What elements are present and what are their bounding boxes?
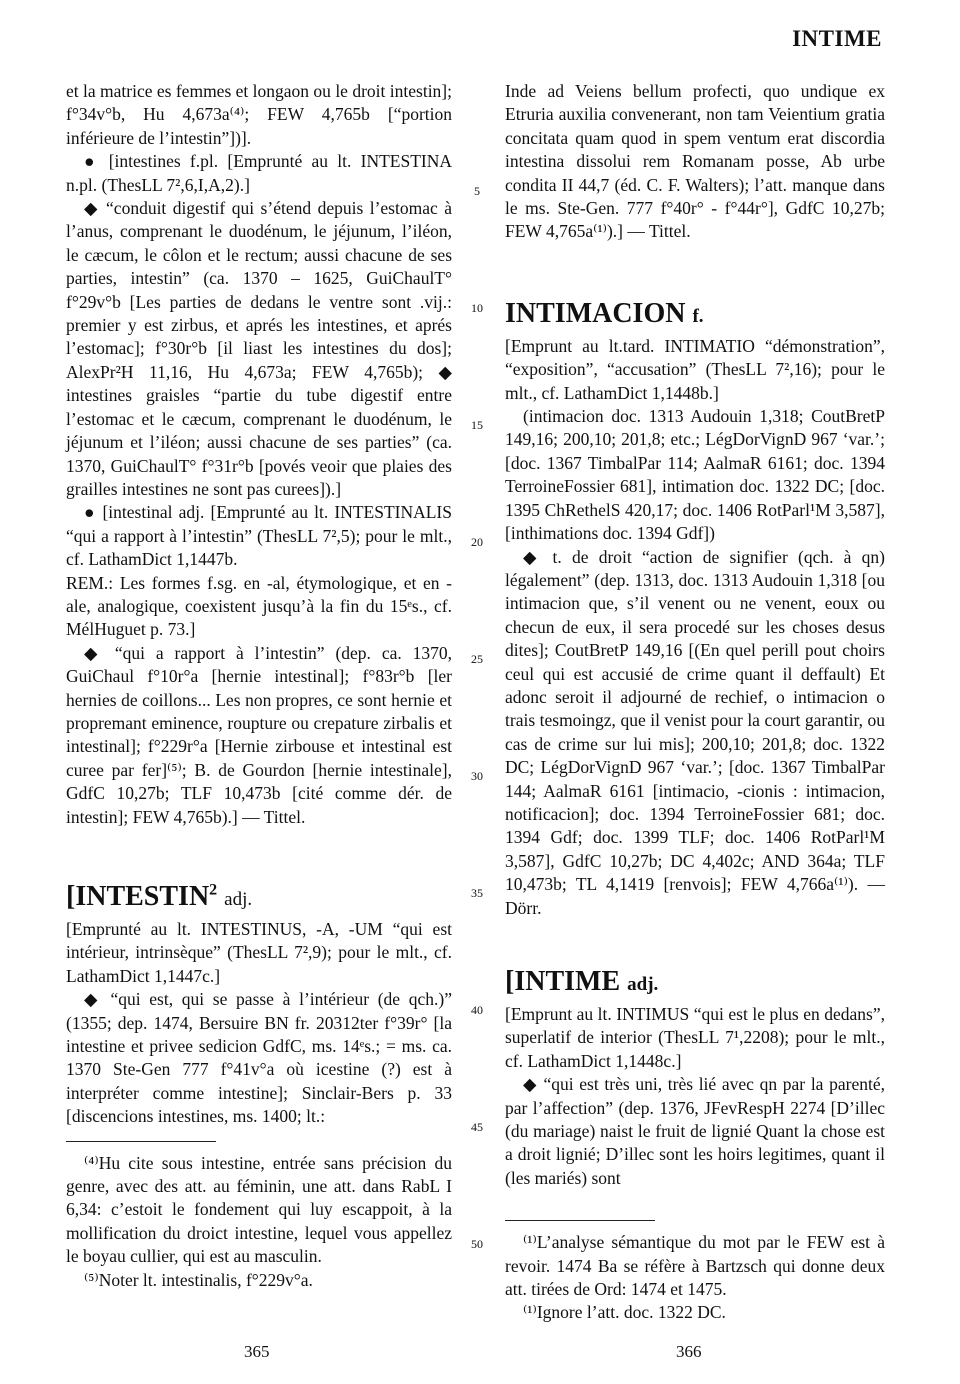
left-column: [66, 80, 452, 1292]
right-paragraph-1: Inde ad Veiens bellum profecti, quo undique ex Etruria auxilia convenerant, non tam Veientium gratia concitata quam quod in spem ventum erat discordia intestina dissolui rem Romanam posse, Ab urbe condita II 44,7 (éd. C. F. Walters); l’att. manque dans le ms. Ste-Gen. 777 f°40r° - f°44r°], GdfC 10,27b; FEW 4,765a⁽¹⁾).] — Tittel.: [505, 81, 885, 242]
heading-word: INTIME: [514, 966, 621, 997]
part-of-speech: adj.: [627, 974, 659, 995]
intestinal-remark: REM.: Les formes f.sg. en -al, étymologique, et en -ale, analogique, coexistent jusqu’à la fin du 15ᵉs., cf. MélHuguet p. 73.]: [66, 572, 452, 640]
left-footnotes: [66, 1152, 452, 1292]
footnote-4: ⁽⁴⁾Hu cite sous intestine, entrée sans précision du genre, avec des att. au féminin, une att. dans RabL I 6,34: c’estoit le fondement qui luy escappoit, à la mollification du droict intestine, lequel vous appellez le boyau cullier, qui est au masculin.: [66, 1152, 452, 1267]
line-number: 40: [471, 1003, 483, 1017]
line-number: 20: [471, 535, 483, 549]
entry-heading-intestin2: [66, 879, 452, 918]
intestinal-sublemma: ● [intestinal adj. [Emprunté au lt. INTESTINALIS “qui a rapport à l’intestin” (ThesLL 7²,5); pour le mlt., cf. LathamDict 1,1447b.: [66, 502, 452, 570]
intestin2-sense: ◆ “qui est, qui se passe à l’intérieur (de qch.)” (1355; dep. 1474, Bersuire BN fr. 20312ter f°39r° [la intestine et privee sedicion GdfC, ms. 14ᵉs.; = ms. ca. 1370 Ste-Gen 777 f°41v°a où icestine (?) est à interpréter comme intestine]; Sinclair-Bers p. 33 [discencions intestines, ms. 1400; lt.:: [66, 989, 452, 1127]
intimacion-sense: ◆ t. de droit “action de signifier (qch. à qn) légalement” (dep. 1313, doc. 1313 Audouin 1,318 [ou intimacion que, s’il venent ou ne venent, eoux ou checun de eux, il sera procedé sur les choses desus dites]; CoutBretP 149,16 [(En quel perill pout choirs ceul qui est accusié de crime quant il deffault) Et adonc seroit il adjourné de rechief, o intimacion o trais tesmoingz, que il venist pour la court garantir, ou cas de crime sur lui mis]; 200,10; 201,8; doc. 1322 DC; LégDorVignD 967 ‘var.’; [doc. 1367 TimbalPar 144; AalmaR 6161 [intimacio, -cionis : intimacion, notificacion]; doc. 1394 TerroineFossier 681; doc. 1394 Gdf; doc. 1399 TLF; doc. 1406 RotParl¹M 3,587], GdfC 10,27b; DC 4,402c; AND 364a; TLF 10,473b; TL 4,1419 [renvois]; FEW 4,766a⁽¹⁾). — Dörr.: [505, 546, 885, 918]
page-number-right: 366: [676, 1342, 702, 1361]
heading-word: INTIMACION: [505, 297, 686, 329]
page-number-left: 365: [244, 1342, 270, 1361]
line-number: 45: [471, 1120, 483, 1134]
footnote-1b: ⁽¹⁾Ignore l’att. doc. 1322 DC.: [523, 1302, 726, 1323]
homonym-number: 2: [209, 881, 218, 899]
intime-etymology: [Emprunt au lt. INTIMUS “qui est le plus en dedans”, superlatif de interior (ThesLL 7¹,2208); pour le mlt., cf. LathamDict 1,1448c.]: [505, 1004, 885, 1071]
footnote-1a: ⁽¹⁾L’analyse sémantique du mot par le FEW est à revoir. 1474 Ba se réfère à Bartzsch qui donne deux att. tirées de Ord: 1474 et 1475.: [505, 1232, 885, 1300]
heading-bracket: [: [66, 881, 76, 912]
line-number: 10: [471, 301, 483, 315]
footnote-rule: [505, 1220, 655, 1221]
footnote-5: ⁽⁵⁾Noter lt. intestinalis, f°229v°a.: [84, 1269, 313, 1290]
intestines-sublemma: ● [intestines f.pl. [Emprunté au lt. INTESTINA n.pl. (ThesLL 7²,6,I,A,2).]: [66, 151, 452, 195]
part-of-speech: f.: [692, 305, 704, 327]
part-of-speech: adj.: [224, 889, 253, 910]
intime-sense: ◆ “qui est très uni, très lié avec qn par la parenté, par l’affection” (dep. 1376, JFevRespH 2274 [D’illec (du mariage) naist le fruit de lignié Quant la chose est a droit lignié; D’illec sont les hoirs legitimes, quant il (les mariés) sont: [505, 1074, 885, 1188]
heading-bracket: [: [505, 966, 515, 997]
intestines-sense: ◆ “conduit digestif qui s’étend depuis l’estomac à l’anus, comprenant le duodénum, le jéjunum, l’iléon, le cæcum, le côlon et le rectum; aussi chacune de ses parties, intestin” (ca. 1370 – 1625, GuiChaulT° f°29v°b [Les parties de dedans le ventre sont .vij.: premier y est zirbus, et aprés les intestines, et aprés l’estomac]; f°30r°b [il liast les intestines du dos]; AlexPr²H 11,16, Hu 4,673a; FEW 4,765b); ◆ intestines graisles “partie du tube digestif entre l’estomac et le cæcum, comprenant le duodénum, le jéjunum et l’iléon; aussi chacune de ses parties” (ca. 1370, GuiChaulT° f°31r°b [povés veoir que plaies des grailles intestines ne sont pas curees]).]: [66, 198, 452, 499]
line-number: 5: [474, 184, 480, 198]
intimacion-etymology: [Emprunt au lt.tard. INTIMATIO “démonstration”, “exposition”, “accusation” (ThesLL 7²,16); pour le mlt., cf. LathamDict 1,1448b.]: [505, 335, 885, 403]
heading-word: INTESTIN: [75, 881, 210, 912]
right-column: [505, 80, 885, 1325]
line-number: 35: [471, 886, 483, 900]
intimacion-forms: (intimacion doc. 1313 Audouin 1,318; CoutBretP 149,16; 200,10; 201,8; etc.; LégDorVignD 967 ‘var.’; [doc. 1367 TimbalPar 114; AalmaR 6161; doc. 1394 TerroineFossier 681], intimation doc. 1322 DC; [doc. 1395 ChRethelS 420,17; doc. 1406 RotParl¹M 3,587], [inthimations doc. 1394 Gdf]): [505, 406, 885, 544]
intestinal-sense: ◆ “qui a rapport à l’intestin” (dep. ca. 1370, GuiChaul f°10r°a [hernie intestinal]; f°83r°b [ler hernies de coillons... Les non propres, ce sont hernie et propremant eminence, roupture ou crepature zirbalis et intestinal]; f°229r°a [Hernie zirbouse et intestinal est curee par fer]⁽⁵⁾; B. de Gourdon [hernie intestinale], GdfC 10,27b; TLF 10,473b [cité comme dér. de intestin]; FEW 4,765b).] — Tittel.: [66, 642, 452, 827]
line-number: 30: [471, 769, 483, 783]
entry-heading-intimacion: [505, 296, 885, 335]
line-number: 50: [471, 1237, 483, 1251]
right-footnotes: [505, 1231, 885, 1325]
footnote-rule: [66, 1141, 216, 1142]
intestin2-etymology: [Emprunté au lt. INTESTINUS, -A, -UM “qui est intérieur, intrinsèque” (ThesLL 7²,9); pour le mlt., cf. LathamDict 1,1447c.]: [66, 919, 452, 986]
line-number: 15: [471, 418, 483, 432]
left-paragraph-1: et la matrice es femmes et longaon ou le droit intestin]; f°34v°b, Hu 4,673a⁽⁴⁾; FEW 4,765b [“portion inférieure de l’intestin”])].: [66, 81, 452, 148]
running-header: INTIME: [792, 26, 882, 51]
entry-heading-intime: [505, 964, 885, 1003]
line-number: 25: [471, 652, 483, 666]
